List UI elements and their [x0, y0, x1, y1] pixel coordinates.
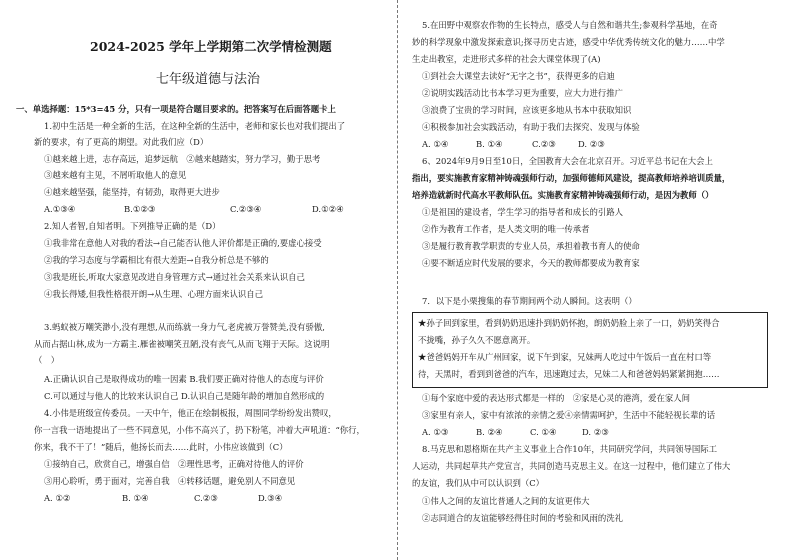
q4-stem: 4.小伟是班级宣传委员。一天中午，他正在绘制板报，周围同学纷纷发出赞叹， — [44, 408, 337, 418]
q5-item: ④积极参加社会实践活动，有助于我们去探究、发现与体验 — [422, 122, 640, 132]
option-a[interactable]: A. ①④ — [422, 139, 449, 149]
q4-item: ①接纳自己，欣赏自己，增强自信 ②理性思考，正确对待他人的评价 — [44, 459, 304, 469]
q8-item: ②志同道合的友谊能够经得住时间的考验和风雨的洗礼 — [422, 513, 623, 523]
option-d[interactable]: D.③④ — [258, 493, 283, 503]
q5-item: ①到社会大课堂去读好“无字之书”，获得更多的启迪 — [422, 71, 615, 81]
q5-item: ③浪费了宝贵的学习时间，应该更多地从书本中获取知识 — [422, 105, 632, 115]
q8-stem-cont: 人运动，共同起草共产党宣言，共同创造马克思主义。在这一过程中，他们建立了伟大 — [412, 461, 731, 471]
option-b[interactable]: B. ②④ — [476, 427, 503, 437]
option-a[interactable]: A. ①③ — [422, 427, 449, 437]
q6-item: ③是履行教育教学职责的专业人员，承担着教书育人的使命 — [422, 241, 640, 251]
q7-item: ①每个家庭中爱的表达形式都是一样的 ②家是心灵的港湾，爱在家人间 — [422, 393, 690, 403]
q1-stem: 1.初中生活是一种全新的生活，在这种全新的生活中，老师和家长也对我们提出了 — [44, 121, 346, 131]
q5-stem-cont: 生走出教室，走进形式多样的社会大课堂体现了(A) — [412, 54, 601, 64]
option-b[interactable]: B.①②③ — [124, 204, 156, 214]
q4-item: ③用心聆听，勇于面对，完善自我 ④转移话题，避免别人不同意见 — [44, 476, 296, 486]
column-divider — [397, 0, 399, 560]
q3-options: C.可以通过与他人的比较来认识自己 D.认识自己是随年龄的增加自然形成的 — [44, 391, 325, 401]
q7-item: ③家里有亲人，家中有浓浓的亲情之爱④亲情需呵护，生活中不能轻视长辈的话 — [422, 410, 716, 420]
q2-stem: 2.知人者智,自知者明。下列推导正确的是（D） — [44, 221, 221, 231]
q7-material: ★孙子回到家里，看到奶奶迅速扑到奶奶怀抱，朗奶奶脸上亲了一口，奶奶笑得合 — [418, 318, 720, 328]
q2-item: ②我的学习态度与学霸相比有很大差距→自我分析总是不够的 — [44, 255, 269, 265]
q4-stem-cont: 你来，我不干了！”随后，他扬长而去……此时，小伟应该做到（C） — [34, 442, 288, 452]
q7-stem: 7．以下是小栗搜集的春节期间两个动人瞬间。这表明（） — [422, 296, 637, 306]
q6-item: ②作为教育工作者，是人类文明的唯一传承者 — [422, 224, 590, 234]
q1-item: ③越来越有主见，不屑听取他人的意见 — [44, 170, 187, 180]
q1-item: ④越来越坚强，能坚持，有韧劲，取得更大进步 — [44, 187, 220, 197]
q4-stem-cont: 你一言我一语地提出了一些不同意见，小伟不高兴了，扔下粉笔，冲着大声吼道：“你行， — [34, 425, 365, 435]
q2-item: ①我非常在意他人对我的看法→自己能否认他人评价都是正确的,要虚心接受 — [44, 238, 322, 248]
option-c[interactable]: C.②③ — [532, 139, 556, 149]
q6-stem-cont: 培养造就新时代高水平教师队伍。实施教育家精神铸魂强师行动，是因为教师（） — [412, 190, 714, 200]
q8-stem: 8.马克思和恩格斯在共产主义事业上合作10年，共同研究学问，共同领导国际工 — [422, 444, 718, 454]
option-a[interactable]: A.①③④ — [44, 204, 76, 214]
q7-material: 待，天黑时，看到到爸爸的汽车，迅速跑过去，兄妹二人和爸爸妈妈紧紧拥抱…… — [418, 369, 720, 379]
q8-stem-cont: 的友谊，我们从中可以认识到（C） — [412, 478, 545, 488]
q6-item: ①是祖国的建设者，学生学习的指导者和成长的引路人 — [422, 207, 623, 217]
q6-stem: 6、2024年9月9日至10日，全国教育大会在北京召开。习近平总书记在大会上 — [422, 156, 713, 166]
section-heading: 一、单选择题：15*3=45 分，只有一项是符合题目要求的。把答案写在后面答题卡上 — [16, 104, 336, 114]
option-d[interactable]: D.①②④ — [312, 204, 344, 214]
option-b[interactable]: B. ①④ — [476, 139, 503, 149]
q3-answer-slot: （ ） — [34, 355, 60, 365]
q1-stem-cont: 新的要求，有了更高的期望。对此我们应（D） — [34, 137, 209, 147]
q3-stem: 3.蚂蚁被万嘲笑渺小,没有理想,从而练就一身力气,老虎被万誉赞美,没有骄傲, — [44, 322, 325, 332]
q7-material: 不拢嘴，孙子久久不愿意离开。 — [418, 335, 536, 345]
q3-options: A.正确认识自己是取得成功的唯一因素 B.我们要正确对待他人的态度与评价 — [44, 374, 324, 384]
q1-item: ①越来越上进，志存高远，追梦远航 ②越来越踏实，努力学习，勤于思考 — [44, 154, 321, 164]
option-c[interactable]: C. ①④ — [530, 427, 557, 437]
q5-stem: 5.在田野中观察农作物的生长特点，感受人与自然和谐共生;参观科学基地，在奇 — [422, 20, 718, 30]
option-d[interactable]: D. ②③ — [578, 139, 605, 149]
q5-stem-cont: 妙的科学现象中激发探索意识;探寻历史古迹，感受中华优秀传统文化的魅力……中学 — [412, 37, 725, 47]
q6-stem-cont: 指出，要实施教育家精神铸魂强师行动，加强师德师风建设，提高教师培养培训质量， — [412, 173, 731, 183]
subject-title: 七年级道德与法治 — [156, 72, 261, 87]
q3-stem-cont: 从而占据山林,成为一方霸主.雁雀被嘲笑丑陋,没有丧气,从而飞翔于天际。这说明 — [34, 339, 330, 349]
q7-material: ★爸爸妈妈开车从广州回家，说下午到家，兄妹两人吃过中午饭后一直在村口等 — [418, 352, 712, 362]
option-c[interactable]: C.②③ — [194, 493, 218, 503]
q8-item: ①伟人之间的友谊比普通人之间的友谊更伟大 — [422, 496, 590, 506]
q6-item: ④要不断适应时代发展的要求，今天的教师都要成为教育家 — [422, 258, 640, 268]
option-b[interactable]: B. ①④ — [122, 493, 149, 503]
option-a[interactable]: A. ①② — [44, 493, 71, 503]
option-d[interactable]: D. ②③ — [582, 427, 609, 437]
q2-item: ③我是班长,听取大家意见改进自身管理方式→通过社会关系来认识自己 — [44, 272, 305, 282]
q2-item: ④我长得矮,但我性格很开朗→从生理、心理方面来认识自己 — [44, 289, 264, 299]
exam-title: 2024-2025 学年上学期第二次学情检测题 — [90, 39, 332, 54]
q5-item: ②说明实践活动比书本学习更为重要，应大力进行推广 — [422, 88, 623, 98]
option-c[interactable]: C.②③④ — [230, 204, 262, 214]
